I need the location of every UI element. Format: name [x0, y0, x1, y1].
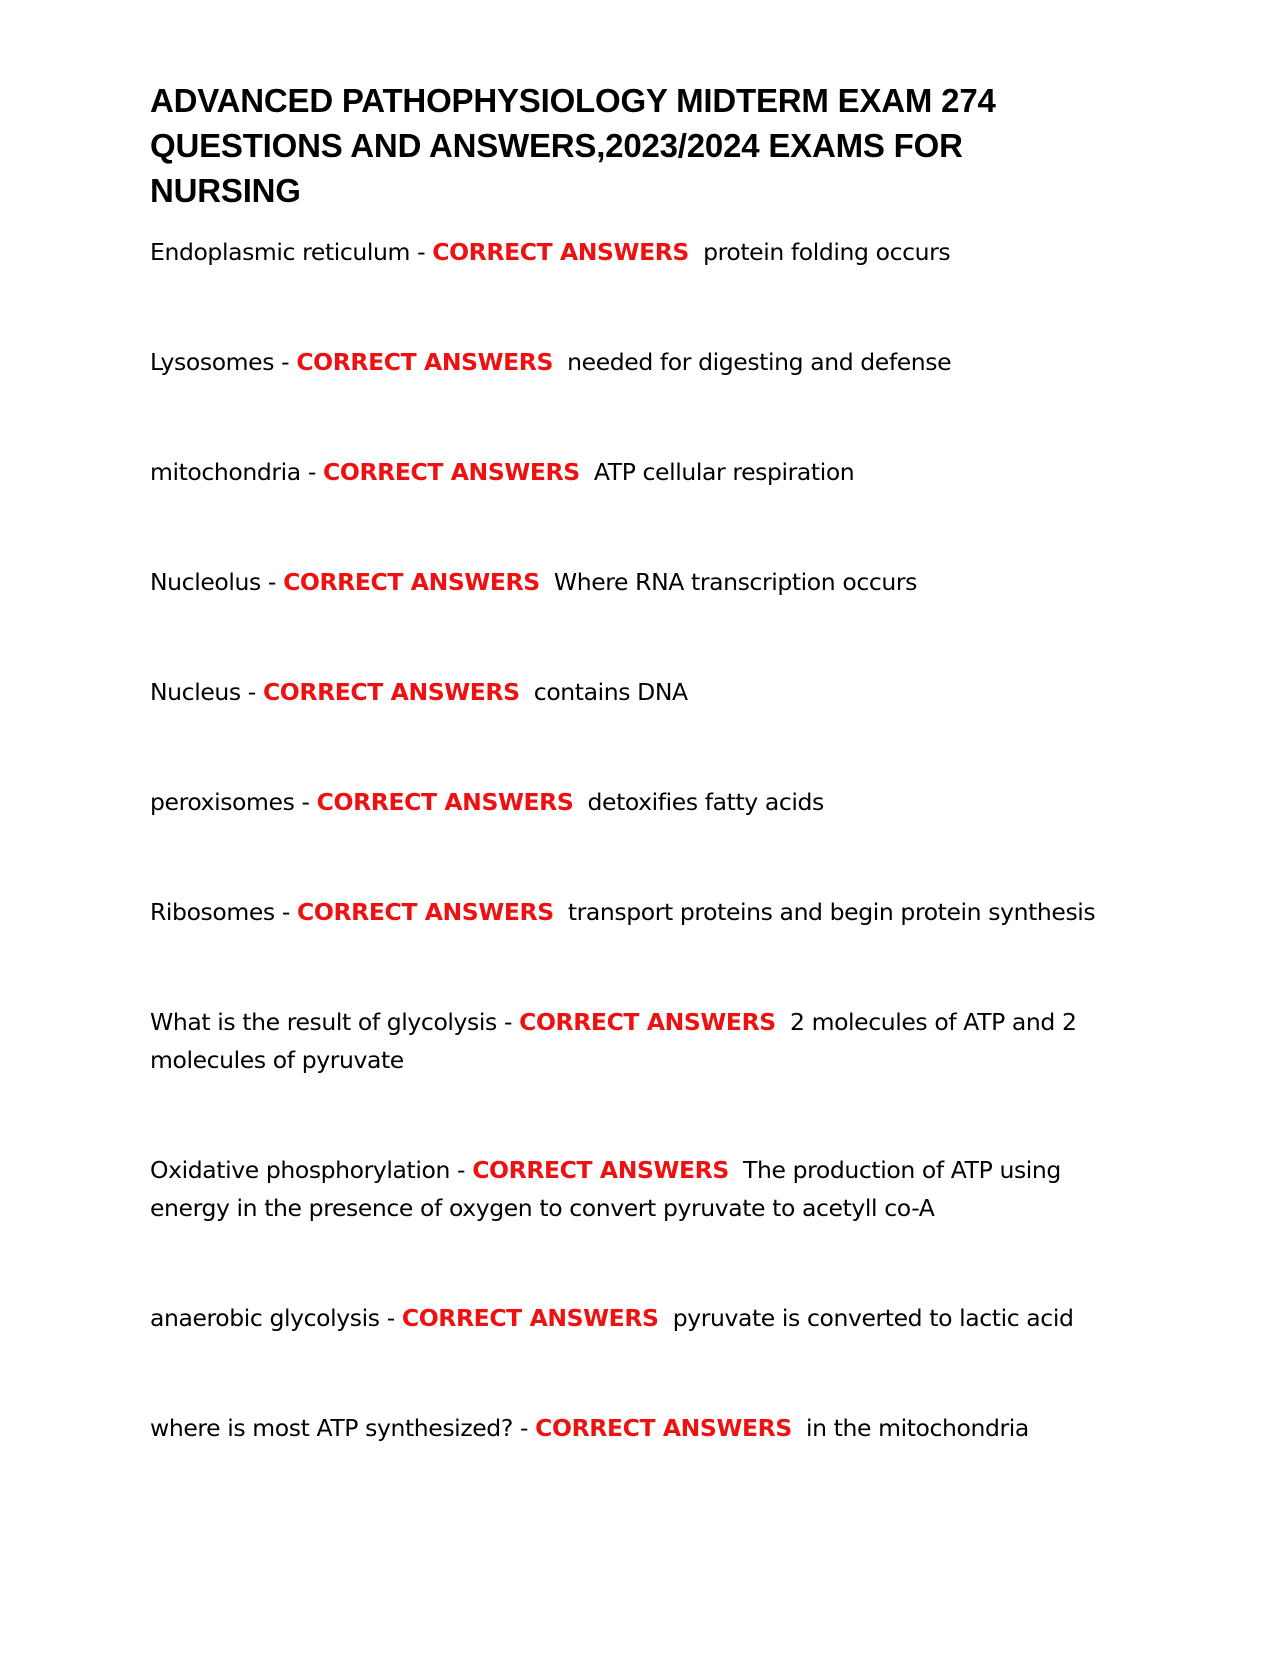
qa-separator: - [379, 1304, 402, 1332]
qa-item [150, 1151, 1110, 1227]
qa-term: anaerobic glycolysis [150, 1304, 380, 1332]
correct-answers-tag: CORRECT ANSWERS [432, 238, 689, 266]
qa-term: Nucleolus [150, 568, 261, 596]
qa-answer: protein folding occurs [703, 238, 951, 266]
qa-term: What is the result of glycolysis [150, 1008, 497, 1036]
qa-answer: contains DNA [533, 678, 688, 706]
qa-separator: - [260, 568, 284, 596]
title-line: QUESTIONS AND ANSWERS,2023/2024 EXAMS FOR [150, 127, 963, 164]
qa-list [150, 233, 1110, 1447]
qa-answer: ATP cellular respiration [593, 458, 855, 486]
title-line: ADVANCED PATHOPHYSIOLOGY MIDTERM EXAM 274 [150, 82, 996, 119]
qa-term: peroxisomes [150, 788, 295, 816]
qa-item [150, 233, 1110, 271]
qa-term: Oxidative phosphorylation [150, 1156, 450, 1184]
qa-separator: - [410, 238, 433, 266]
qa-term: Endoplasmic reticulum [150, 238, 411, 266]
document-title [150, 78, 1110, 213]
qa-separator: - [496, 1008, 520, 1036]
qa-term: Ribosomes [150, 898, 275, 926]
title-line: NURSING [150, 172, 301, 209]
correct-answers-tag: CORRECT ANSWERS [519, 1008, 776, 1036]
correct-answers-tag: CORRECT ANSWERS [472, 1156, 729, 1184]
correct-answers-tag: CORRECT ANSWERS [323, 458, 580, 486]
qa-separator: - [274, 898, 298, 926]
qa-answer: detoxifies fatty acids [587, 788, 824, 816]
correct-answers-tag: CORRECT ANSWERS [535, 1414, 792, 1442]
qa-item [150, 563, 1110, 601]
qa-answer: 2 molecules of ATP and 2 molecules of pyruvate [150, 1008, 1077, 1074]
qa-term: Lysosomes [150, 348, 275, 376]
qa-separator: - [274, 348, 297, 376]
correct-answers-tag: CORRECT ANSWERS [262, 678, 520, 706]
correct-answers-tag: CORRECT ANSWERS [296, 348, 554, 376]
qa-item [150, 1409, 1110, 1447]
qa-term: where is most ATP synthesized? [150, 1414, 513, 1442]
qa-separator: - [300, 458, 324, 486]
correct-answers-tag: CORRECT ANSWERS [401, 1304, 659, 1332]
correct-answers-tag: CORRECT ANSWERS [316, 788, 574, 816]
qa-answer: Where RNA transcription occurs [553, 568, 917, 596]
qa-item [150, 453, 1110, 491]
correct-answers-tag: CORRECT ANSWERS [283, 568, 540, 596]
qa-answer: in the mitochondria [805, 1414, 1029, 1442]
qa-separator: - [240, 678, 263, 706]
qa-separator: - [294, 788, 317, 816]
qa-answer: The production of ATP using energy in the presence of oxygen to convert pyruvate to acetyll co-A [150, 1156, 1061, 1222]
qa-term: Nucleus [150, 678, 241, 706]
qa-item [150, 673, 1110, 711]
qa-answer: transport proteins and begin protein synthesis [567, 898, 1096, 926]
qa-item [150, 893, 1110, 931]
qa-answer: needed for digesting and defense [567, 348, 952, 376]
qa-separator: - [449, 1156, 473, 1184]
qa-item [150, 1299, 1110, 1337]
qa-term: mitochondria [150, 458, 301, 486]
qa-item [150, 343, 1110, 381]
qa-separator: - [512, 1414, 536, 1442]
qa-answer: pyruvate is converted to lactic acid [672, 1304, 1074, 1332]
correct-answers-tag: CORRECT ANSWERS [297, 898, 554, 926]
qa-item [150, 783, 1110, 821]
qa-item [150, 1003, 1110, 1079]
document-page [150, 78, 1110, 1519]
